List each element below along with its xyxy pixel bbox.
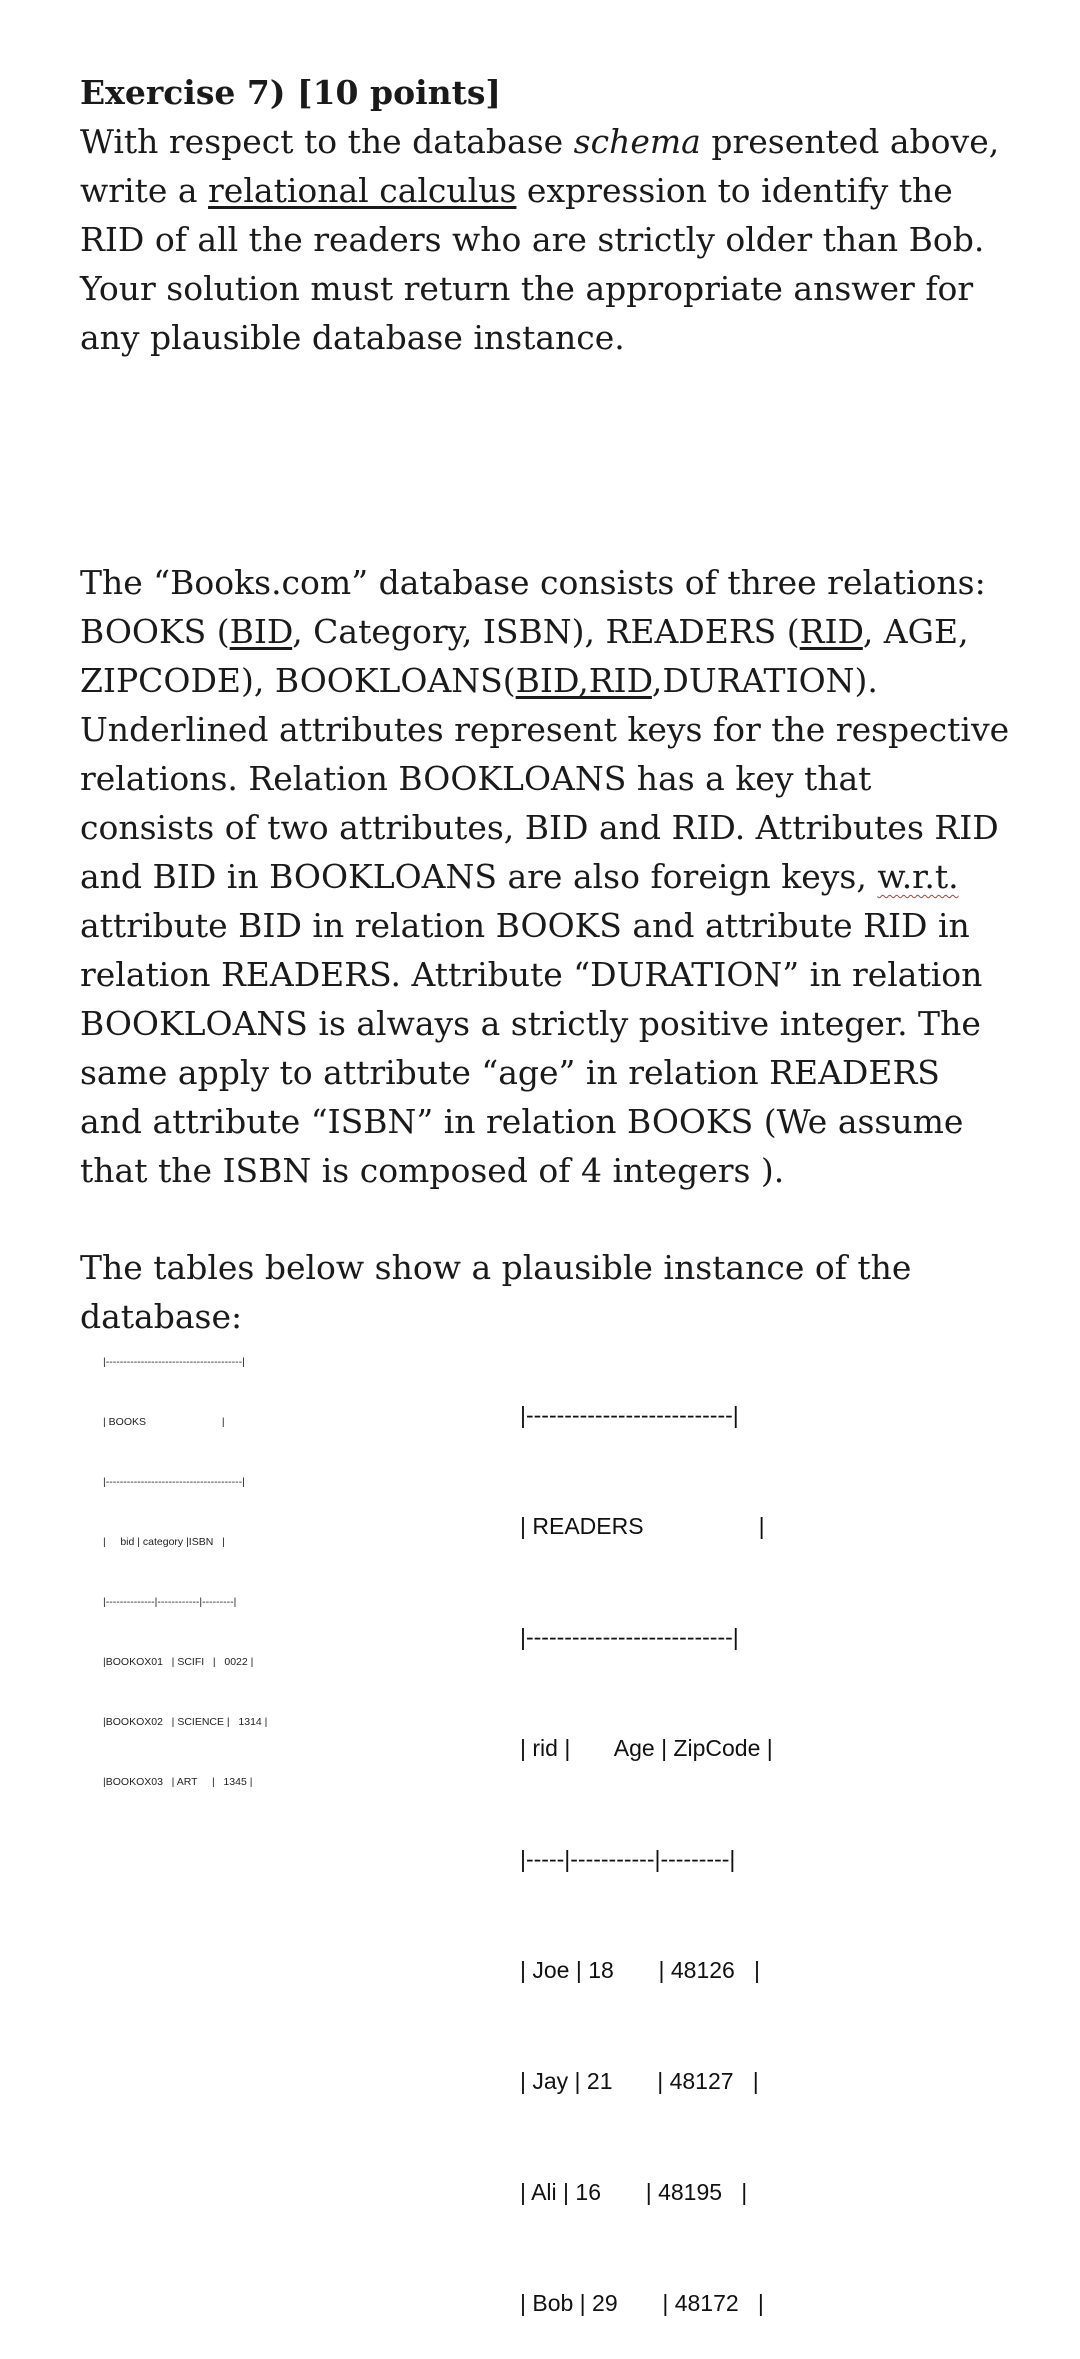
readers-table-line: |-----|-----------|---------| bbox=[520, 1846, 736, 1872]
readers-table-line: | Bob | 29 | 48172 | bbox=[520, 2290, 764, 2316]
desc-text-1: The “Books.com” database consists of three relations: BOOKS ( bbox=[80, 563, 986, 651]
key-rid: RID bbox=[799, 612, 863, 651]
key-bid-rid: BID,RID bbox=[515, 661, 652, 700]
books-table-line: |BOOKOX03 | ART | 1345 | bbox=[103, 1776, 253, 1788]
wrt-abbrev: w.r.t. bbox=[877, 857, 959, 896]
books-table-line: |---------------------------------------| bbox=[103, 1356, 245, 1368]
key-bid: BID bbox=[229, 612, 293, 651]
readers-table-line: |---------------------------| bbox=[520, 1624, 739, 1650]
readers-table-line: | rid | Age | ZipCode | bbox=[520, 1735, 773, 1761]
question-emphasis: schema bbox=[573, 122, 701, 161]
schema-description bbox=[80, 558, 1010, 1195]
question-text-3: expression to identify the RID of all the readers who are strictly older than Bob. Your solution must return the appropriate answer for any plausible database instance. bbox=[80, 171, 985, 357]
desc-text-3: , AGE, ZIPCODE), BOOKLOANS( bbox=[80, 612, 969, 700]
desc-text-5: attribute BID in relation BOOKS and attribute RID in relation READERS. Attribute “DURATION” in relation BOOKLOANS is always a strictly positive integer. The same apply to attribute “age” in relation READERS and attribute “ISBN” in relation BOOKS (We assume that the ISBN is composed of 4 integers ). bbox=[80, 906, 983, 1190]
relational-calculus-term: relational calculus bbox=[208, 171, 517, 210]
books-table-line: | BOOKS | bbox=[103, 1416, 225, 1428]
readers-table-line: | Jay | 21 | 48127 | bbox=[520, 2068, 759, 2094]
question-text-1: With respect to the database bbox=[80, 122, 574, 161]
exercise-question bbox=[80, 117, 1010, 362]
books-table bbox=[103, 1312, 283, 1788]
readers-table bbox=[520, 1323, 840, 2359]
readers-table-line: | READERS | bbox=[520, 1513, 765, 1539]
books-table-line: |--------------|------------|---------| bbox=[103, 1596, 237, 1608]
books-table-line: |---------------------------------------| bbox=[103, 1476, 245, 1488]
desc-text-2: , Category, ISBN), READERS ( bbox=[292, 612, 800, 651]
books-table-line: |BOOKOX02 | SCIENCE | 1314 | bbox=[103, 1716, 268, 1728]
exercise-title: Exercise 7) [10 points] bbox=[80, 73, 502, 112]
question-text-2: presented above, write a bbox=[80, 122, 1000, 210]
readers-table-line: |---------------------------| bbox=[520, 1402, 739, 1428]
instance-intro: The tables below show a plausible instance of the database: bbox=[80, 1248, 912, 1336]
desc-text-4: ,DURATION). Underlined attributes represent keys for the respective relations. Relation BOOKLOANS has a key that consists of two attributes, BID and RID. Attributes RID and BID in BOOKLOANS are also foreign keys, bbox=[80, 661, 1010, 896]
books-table-line: | bid | category |ISBN | bbox=[103, 1536, 225, 1548]
readers-table-line: | Joe | 18 | 48126 | bbox=[520, 1957, 760, 1983]
readers-table-line: | Ali | 16 | 48195 | bbox=[520, 2179, 748, 2205]
books-table-line: |BOOKOX01 | SCIFI | 0022 | bbox=[103, 1656, 254, 1668]
document-page bbox=[80, 68, 1010, 1341]
